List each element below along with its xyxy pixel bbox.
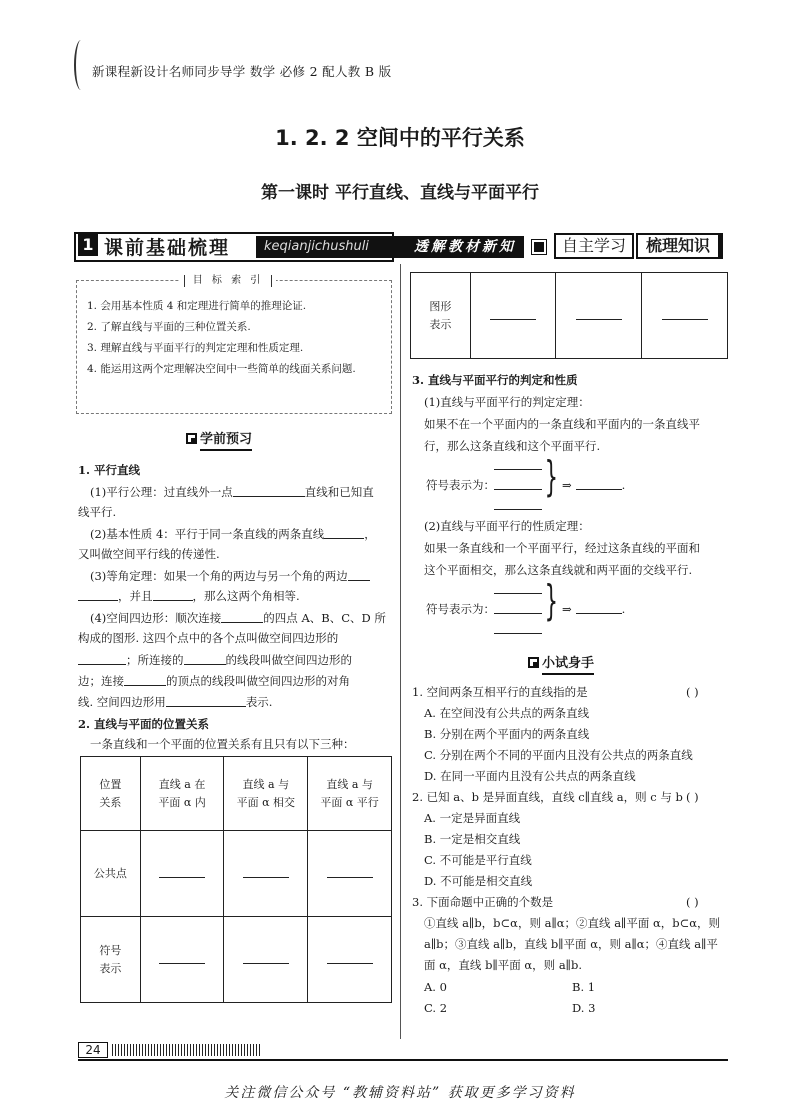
table-row xyxy=(81,917,392,1003)
option[interactable]: B. 分别在两个平面内的两条直线 xyxy=(424,727,590,741)
table-cell xyxy=(308,917,392,1003)
fill-blank[interactable] xyxy=(327,952,373,964)
table-cell xyxy=(556,273,642,359)
space-quad-4: 线. 空间四边形用 表示. xyxy=(78,695,273,709)
page-number: 24 xyxy=(78,1042,108,1058)
fill-blank[interactable] xyxy=(233,485,305,497)
option[interactable]: D. 3 xyxy=(572,1001,596,1015)
table-header: 直线 a 在 平面 α 内 xyxy=(140,757,224,831)
table-cell xyxy=(140,917,224,1003)
symbol-label: 符号表示为： xyxy=(426,602,495,616)
option[interactable]: C. 2 xyxy=(424,1001,448,1015)
equal-angle-cont: ，并且 ，那么这两个角相等. xyxy=(78,588,300,604)
footer-note: 关注微信公众号 “教辅资料站” 获取更多学习资料 xyxy=(224,1085,576,1101)
text-line: 如果一条直线和一个平面平行，经过这条直线的平面和 xyxy=(424,541,700,555)
answer-paren[interactable]: ( ) xyxy=(686,790,699,804)
text-line: a∥b；③直线 a∥b，直线 b∥平面 α，则 a∥α；④直线 a∥平 xyxy=(424,937,718,951)
table-cell xyxy=(140,831,224,917)
banner-pinyin: keqianjichushuli xyxy=(256,236,524,258)
fill-blank[interactable] xyxy=(159,866,205,878)
text-line: 线平行. xyxy=(78,505,117,519)
fill-blank[interactable] xyxy=(494,622,542,634)
space-quad-3: 边；连接 的顶点的线段叫做空间四边形的对角 xyxy=(78,674,350,688)
fill-blank[interactable] xyxy=(576,478,622,490)
text-line: 如果不在一个平面内的一条直线和平面内的一条直线平 xyxy=(424,417,700,431)
banner-tag-review: 梳理知识 xyxy=(636,233,723,259)
footer-hatch-decoration xyxy=(112,1044,262,1056)
fill-blank[interactable] xyxy=(78,589,118,601)
fill-blank[interactable] xyxy=(184,653,226,665)
section-square-icon xyxy=(528,657,539,668)
fill-blank[interactable] xyxy=(324,527,364,539)
section-2-title: 2. 直线与平面的位置关系 xyxy=(78,717,210,731)
property-theorem-title: (2)直线与平面平行的性质定理： xyxy=(424,519,590,533)
text-line: 构成的图形. 这四个点中的各个点叫做空间四边形的 xyxy=(78,631,339,645)
text-line: 又叫做空间平行线的传递性. xyxy=(78,547,220,561)
fill-blank[interactable] xyxy=(494,498,542,510)
banner-label: 课前基础梳理 xyxy=(104,237,231,259)
fill-blank[interactable] xyxy=(124,674,166,686)
equal-angle-theorem: (3)等角定理：如果一个角的两边与另一个角的两边 xyxy=(90,568,370,584)
fill-blank[interactable] xyxy=(494,582,542,594)
goals-heading: 目 标 索 引 xyxy=(180,275,276,287)
fill-blank[interactable] xyxy=(243,952,289,964)
table-header: 直线 a 与 平面 α 平行 xyxy=(308,757,392,831)
fill-blank[interactable] xyxy=(159,952,205,964)
table-header: 直线 a 与 平面 α 相交 xyxy=(224,757,308,831)
right-brace-icon: } xyxy=(544,576,559,625)
text-line: 面 α，直线 b∥平面 α，则 a∥b. xyxy=(424,958,583,972)
option[interactable]: B. 一定是相交直线 xyxy=(424,832,521,846)
fill-blank[interactable] xyxy=(221,611,263,623)
practice-heading: 小试身手 xyxy=(528,652,594,671)
option[interactable]: C. 分别在两个不同的平面内且没有公共点的两条直线 xyxy=(424,748,693,762)
banner-hint: 透解教材新知 xyxy=(414,239,516,255)
goals-box xyxy=(76,280,392,414)
text-line: ①直线 a∥b，b⊂α，则 a∥α；②直线 a∥平面 α，b⊂α，则 xyxy=(424,916,721,930)
position-table-continued xyxy=(410,272,728,359)
position-table xyxy=(80,756,392,1003)
banner-number: 1 xyxy=(78,234,98,256)
fill-blank[interactable] xyxy=(576,602,622,614)
fill-blank[interactable] xyxy=(243,866,289,878)
table-header: 位置 关系 xyxy=(81,757,141,831)
option[interactable]: C. 不可能是平行直线 xyxy=(424,853,532,867)
symbol-label: 符号表示为： xyxy=(426,478,495,492)
judgement-theorem-title: (1)直线与平面平行的判定定理： xyxy=(424,395,590,409)
goal-item: 2. 了解直线与平面的三种位置关系. xyxy=(87,321,251,333)
page-title: 1. 2. 2 空间中的平行关系 xyxy=(275,126,525,150)
table-cell xyxy=(470,273,556,359)
fill-blank[interactable] xyxy=(494,478,542,490)
table-cell xyxy=(642,273,728,359)
banner-tag-self-study: 自主学习 xyxy=(554,233,634,259)
implies-line: ⇒ . xyxy=(562,478,626,492)
column-divider xyxy=(400,264,401,1039)
space-quad-2: ；所连接的 的线段叫做空间四边形的 xyxy=(78,652,352,668)
fill-blank[interactable] xyxy=(494,458,542,470)
option[interactable]: D. 在同一平面内且没有公共点的两条直线 xyxy=(424,769,636,783)
option[interactable]: A. 在空间没有公共点的两条直线 xyxy=(424,706,590,720)
fill-blank[interactable] xyxy=(166,695,246,707)
footer-rule xyxy=(78,1059,728,1061)
section-1-title: 1. 平行直线 xyxy=(78,463,141,477)
table-row xyxy=(411,273,728,359)
parallel-axiom: (1)平行公理：过直线外一点 直线和已知直 xyxy=(90,485,374,499)
row-label: 符号 表示 xyxy=(81,917,141,1003)
question-3: 3. 下面命题中正确的个数是 xyxy=(412,895,554,909)
answer-paren[interactable]: ( ) xyxy=(686,895,699,909)
option[interactable]: A. 0 xyxy=(424,980,447,994)
table-row xyxy=(81,831,392,917)
text-line: 行，那么这条直线和这个平面平行. xyxy=(424,439,601,453)
option[interactable]: B. 1 xyxy=(572,980,596,994)
right-brace-icon: } xyxy=(544,452,559,501)
fill-blank[interactable] xyxy=(576,308,622,320)
section-banner xyxy=(74,232,728,262)
implies-line: ⇒ . xyxy=(562,602,626,616)
question-1: 1. 空间两条互相平行的直线指的是 xyxy=(412,685,588,699)
space-quad: (4)空间四边形：顺次连接 的四点 A、B、C、D 所 xyxy=(90,611,386,625)
table-cell xyxy=(308,831,392,917)
symbol-blanks xyxy=(494,458,542,510)
fill-blank[interactable] xyxy=(153,589,193,601)
row-label: 公共点 xyxy=(81,831,141,917)
book-header: 新课程新设计名师同步导学 数学 必修 2 配人教 B 版 xyxy=(92,64,392,79)
option[interactable]: D. 不可能是相交直线 xyxy=(424,874,533,888)
fill-blank[interactable] xyxy=(490,308,536,320)
lesson-subtitle: 第一课时 平行直线、直线与平面平行 xyxy=(261,183,539,203)
row-label: 图形 表示 xyxy=(411,273,471,359)
goal-item: 4. 能运用这两个定理解决空间中一些简单的线面关系问题. xyxy=(87,363,356,375)
section-2-intro: 一条直线和一个平面的位置关系有且只有以下三种： xyxy=(90,737,355,751)
answer-paren[interactable]: ( ) xyxy=(686,685,699,699)
symbol-blanks xyxy=(494,582,542,634)
fill-blank[interactable] xyxy=(662,308,708,320)
option[interactable]: A. 一定是异面直线 xyxy=(424,811,521,825)
fill-blank[interactable] xyxy=(78,653,126,665)
text-line: 这个平面相交，那么这条直线就和两平面的交线平行. xyxy=(424,563,693,577)
question-2: 2. 已知 a、b 是异面直线，直线 c∥直线 a，则 c 与 b xyxy=(412,790,683,804)
goal-item: 3. 理解直线与平面平行的判定定理和性质定理. xyxy=(87,342,304,354)
fill-blank[interactable] xyxy=(494,602,542,614)
fill-blank[interactable] xyxy=(348,569,370,581)
banner-square-icon xyxy=(532,240,546,254)
fill-blank[interactable] xyxy=(327,866,373,878)
table-cell xyxy=(224,831,308,917)
header-curve-decoration xyxy=(74,40,88,90)
property-4: (2)基本性质 4：平行于同一条直线的两条直线 ， xyxy=(90,527,376,541)
table-row xyxy=(81,757,392,831)
preview-heading: 学前预习 xyxy=(186,428,252,447)
section-3-title: 3. 直线与平面平行的判定和性质 xyxy=(412,373,578,387)
goal-item: 1. 会用基本性质 4 和定理进行简单的推理论证. xyxy=(87,300,307,312)
table-cell xyxy=(224,917,308,1003)
section-square-icon xyxy=(186,433,197,444)
